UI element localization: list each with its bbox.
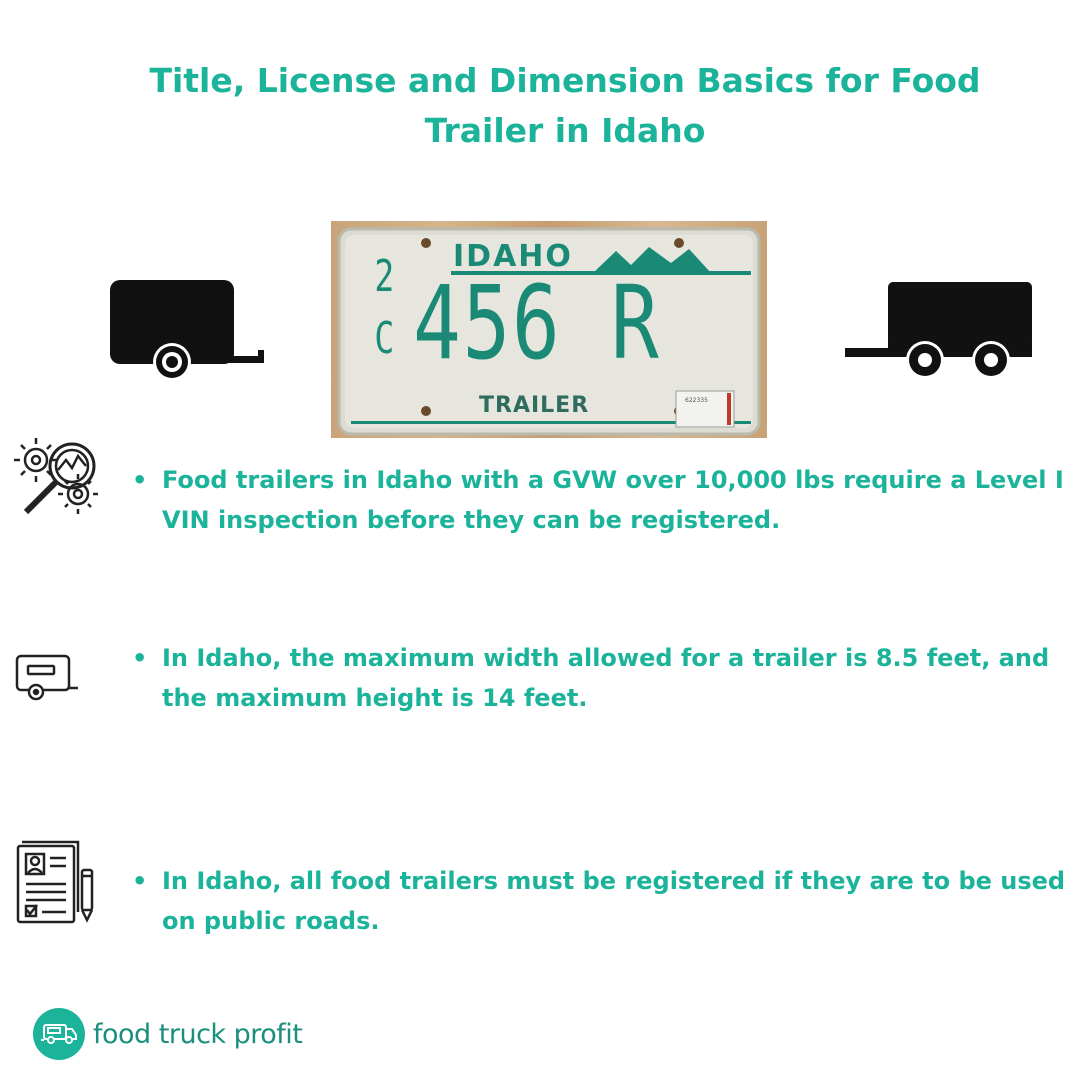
enclosed-trailer-icon [108, 278, 268, 388]
list-item-registration [132, 861, 1077, 941]
flatbed-trailer-icon [843, 280, 1035, 386]
food-truck-icon [33, 1008, 85, 1060]
bullet-dot: • [132, 644, 148, 672]
plate-sticker: 622335 [685, 397, 708, 404]
title-line-2: Trailer in Idaho [424, 111, 706, 150]
list-item-vin-inspection [132, 460, 1077, 540]
bullet-dot: • [132, 466, 148, 494]
plate-number: 456 R [413, 264, 661, 383]
brand-name: food truck profit [93, 1018, 303, 1050]
magnifier-gears-icon [12, 434, 100, 522]
bullet-dot: • [132, 867, 148, 895]
plate-county-top: 2 [374, 251, 395, 302]
list-item-text: Food trailers in Idaho with a GVW over 10,000 lbs require a Level I VIN inspection before they can be registered. [162, 466, 1064, 534]
page-title [120, 56, 1010, 156]
registration-document-icon [14, 840, 98, 932]
list-item-text: In Idaho, the maximum width allowed for a trailer is 8.5 feet, and the maximum height is 14 feet. [162, 644, 1050, 712]
license-plate-image [331, 221, 767, 438]
plate-state: IDAHO [453, 239, 573, 274]
brand-logo [33, 1008, 302, 1060]
plate-county-bottom: C [374, 313, 395, 364]
plate-type: TRAILER [479, 393, 590, 418]
trailer-outline-icon [14, 652, 82, 708]
list-item-trailer-dimensions [132, 638, 1077, 718]
list-item-text: In Idaho, all food trailers must be registered if they are to be used on public roads. [162, 867, 1066, 935]
title-line-1: Title, License and Dimension Basics for Food [149, 61, 981, 100]
